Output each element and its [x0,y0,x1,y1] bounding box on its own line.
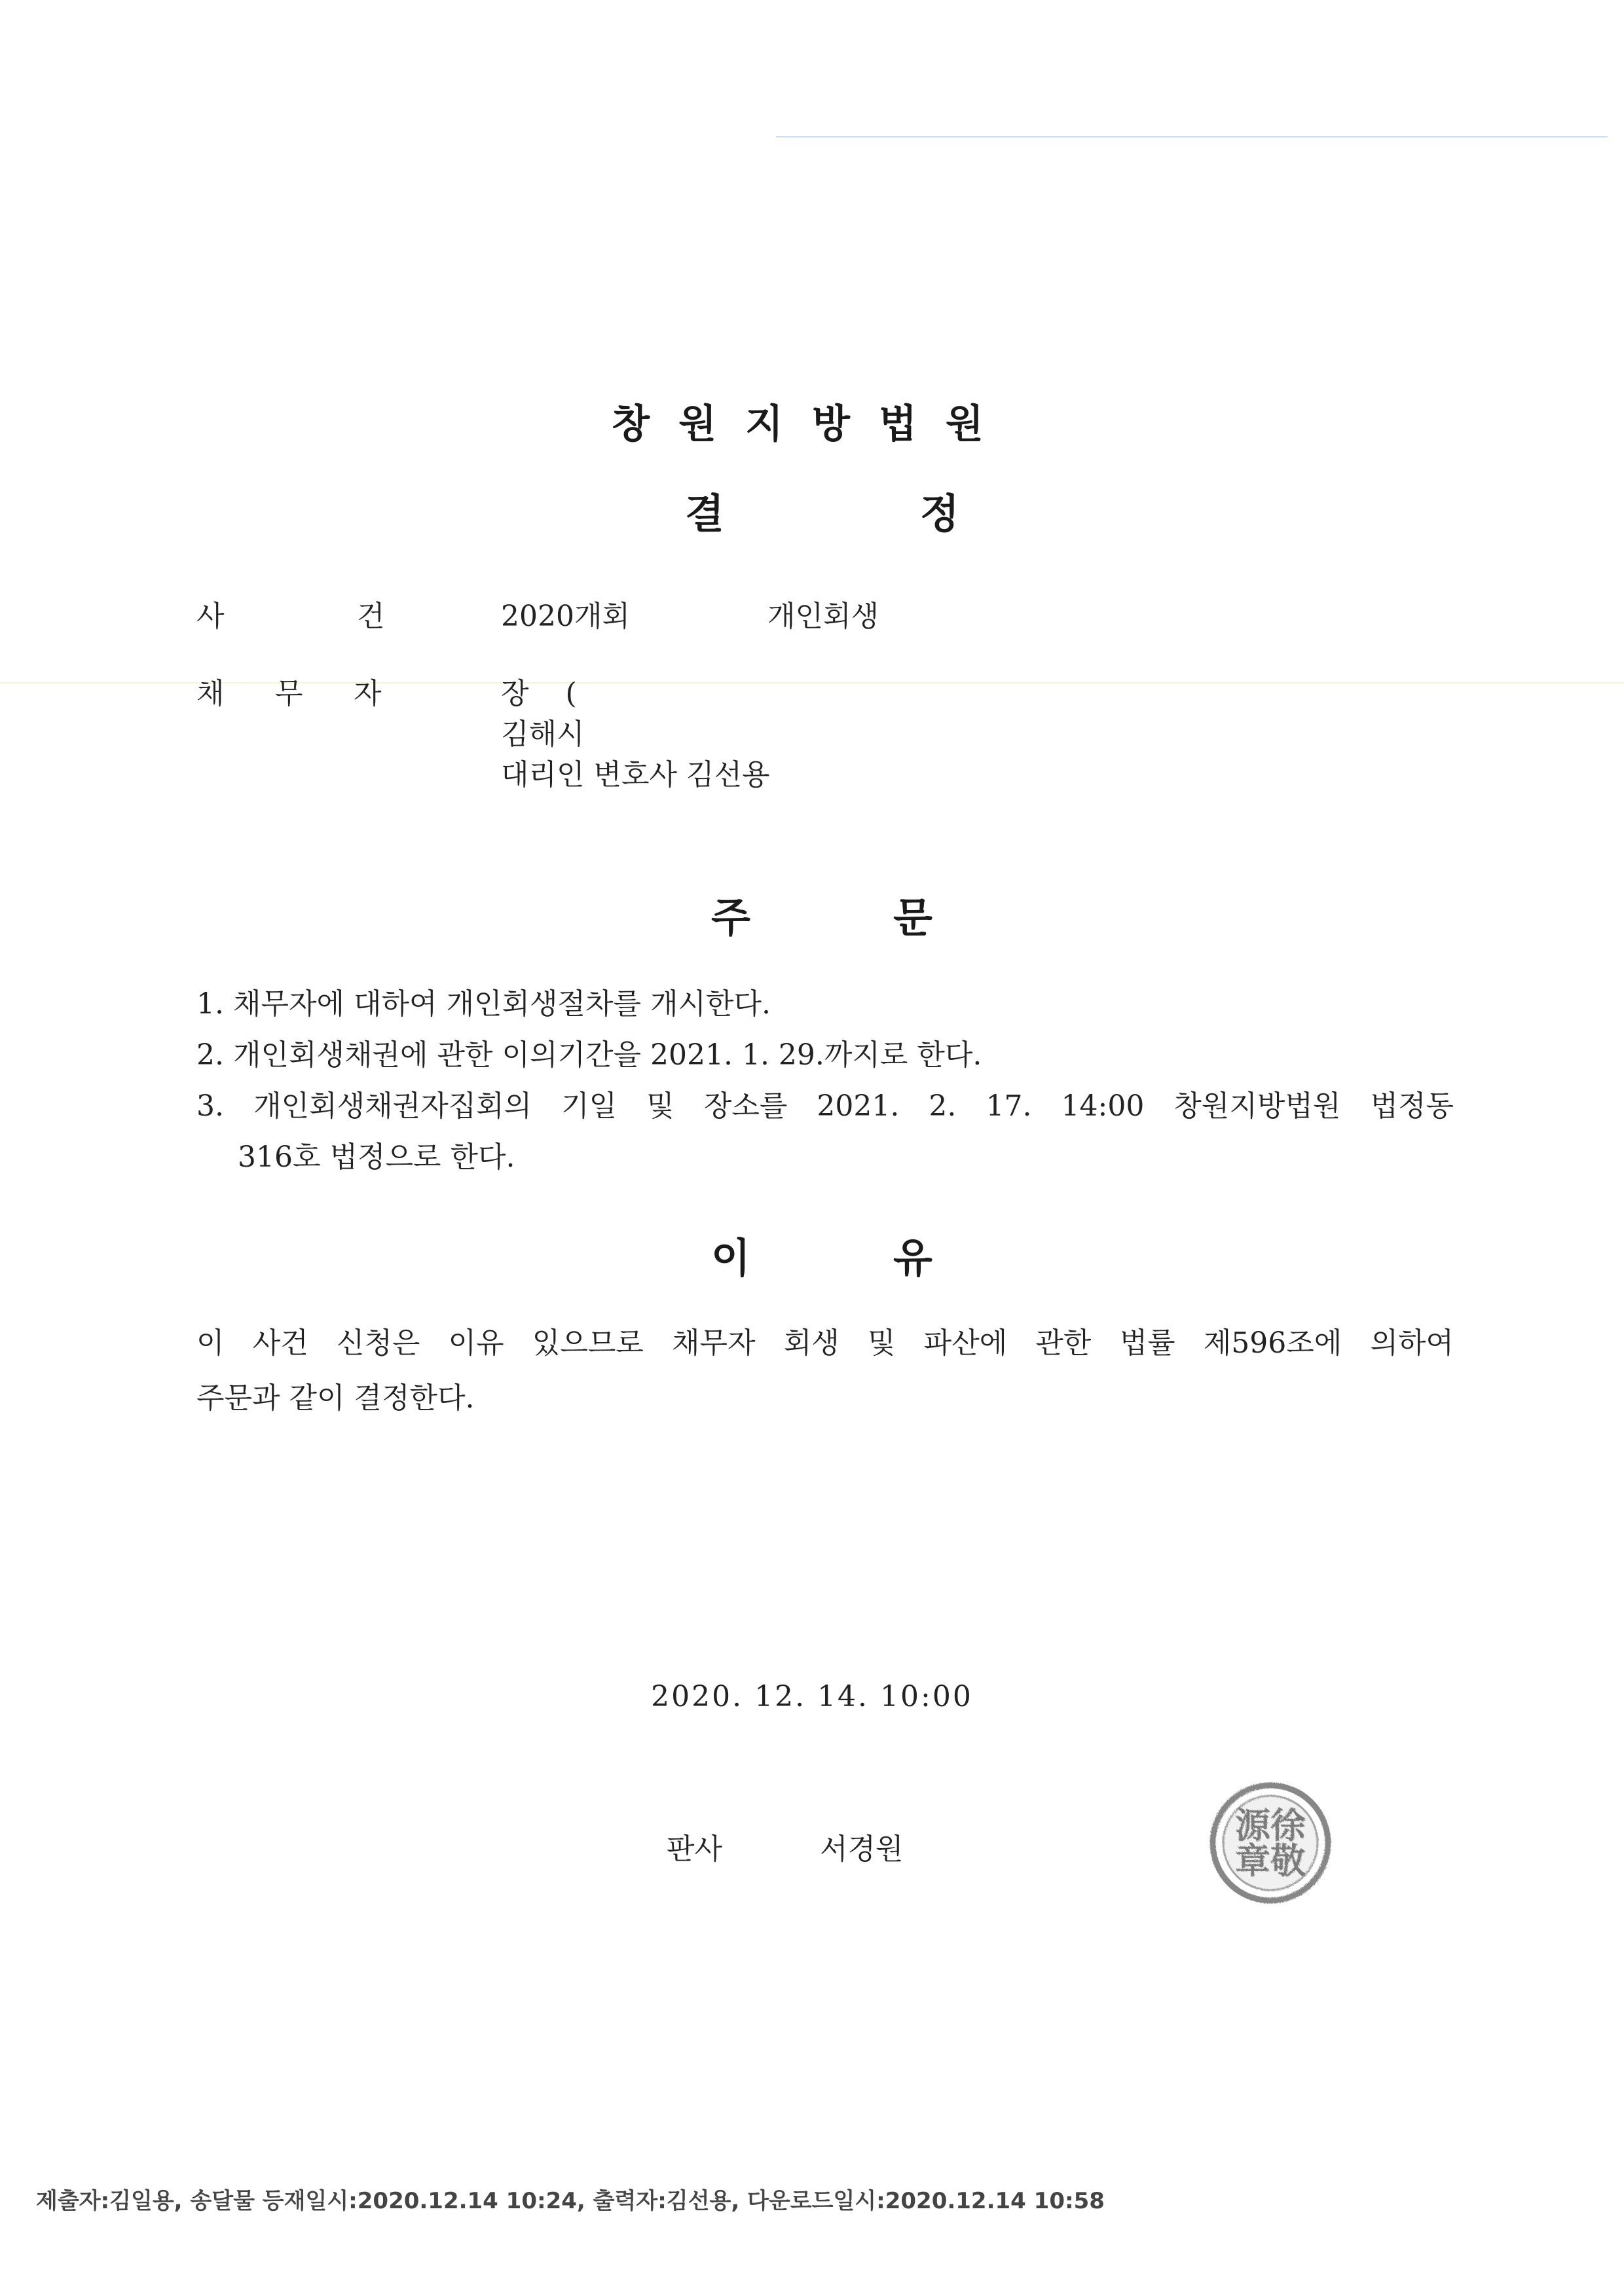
heading-char-left: 이 [711,1234,750,1282]
heading-char-right: 문 [893,894,932,941]
order-number: 3. [196,1089,224,1123]
heading-char-left: 결 [685,490,724,538]
debtor-label-char: 채 [196,677,225,710]
case-label-left: 사 [196,600,225,633]
seal-icon [1205,1777,1336,1908]
debtor-name: 장 ( [501,677,577,710]
order-text: 개인회생채권에 관한 이의기간을 2021. 1. 29.까지로 한다. [232,1038,982,1072]
order-item-continuation: 316호 법정으로 한다. [238,1140,515,1174]
heading-char-left: 주 [711,894,750,941]
debtor-label-char: 무 [275,677,303,710]
svg-text:源徐: 源徐 [1235,1804,1306,1846]
debtor-agent: 대리인 변호사 김선용 [501,758,770,792]
scan-artifact-line [0,682,1624,683]
scan-artifact-line [776,136,1608,137]
case-number: 2020개회 [501,600,630,633]
debtor-label-char: 자 [354,677,382,710]
order-number: 1. [196,987,224,1021]
heading-char-right: 정 [920,490,959,538]
order-heading [0,885,1624,944]
case-label-right: 건 [357,600,385,633]
document-type-heading [0,481,1624,540]
judge-name: 서경원 [820,1832,904,1866]
order-number: 2. [196,1038,224,1072]
reason-heading [0,1226,1624,1285]
order-item [196,979,1454,1030]
decision-date: 2020. 12. 14. 10:00 [651,1680,973,1713]
submission-footer: 제출자:김일용, 송달물 등재일시:2020.12.14 10:24, 출력자:김선용, 다운로드일시:2020.12.14 10:58 [36,2188,1105,2214]
order-item [196,1030,1454,1081]
svg-text:章敬: 章敬 [1235,1840,1306,1882]
debtor-address: 김해시 [501,718,585,751]
case-type: 개인회생 [767,600,879,633]
court-name: 창원지방법원 [612,401,1012,447]
heading-char-right: 유 [893,1234,932,1282]
order-text: 채무자에 대하여 개인회생절차를 개시한다. [232,987,771,1021]
judge-seal [1205,1777,1336,1908]
reason-line: 이 사건 신청은 이유 있으므로 채무자 회생 및 파산에 관한 법률 제596조에 의하여 [196,1326,1454,1360]
reason-line: 주문과 같이 결정한다. [196,1381,475,1415]
order-text: 개인회생채권자집회의 기일 및 장소를 2021. 2. 17. 14:00 창원지방법원 법정동 [253,1089,1454,1123]
order-item [196,1081,1454,1132]
judge-title: 판사 [667,1832,723,1866]
